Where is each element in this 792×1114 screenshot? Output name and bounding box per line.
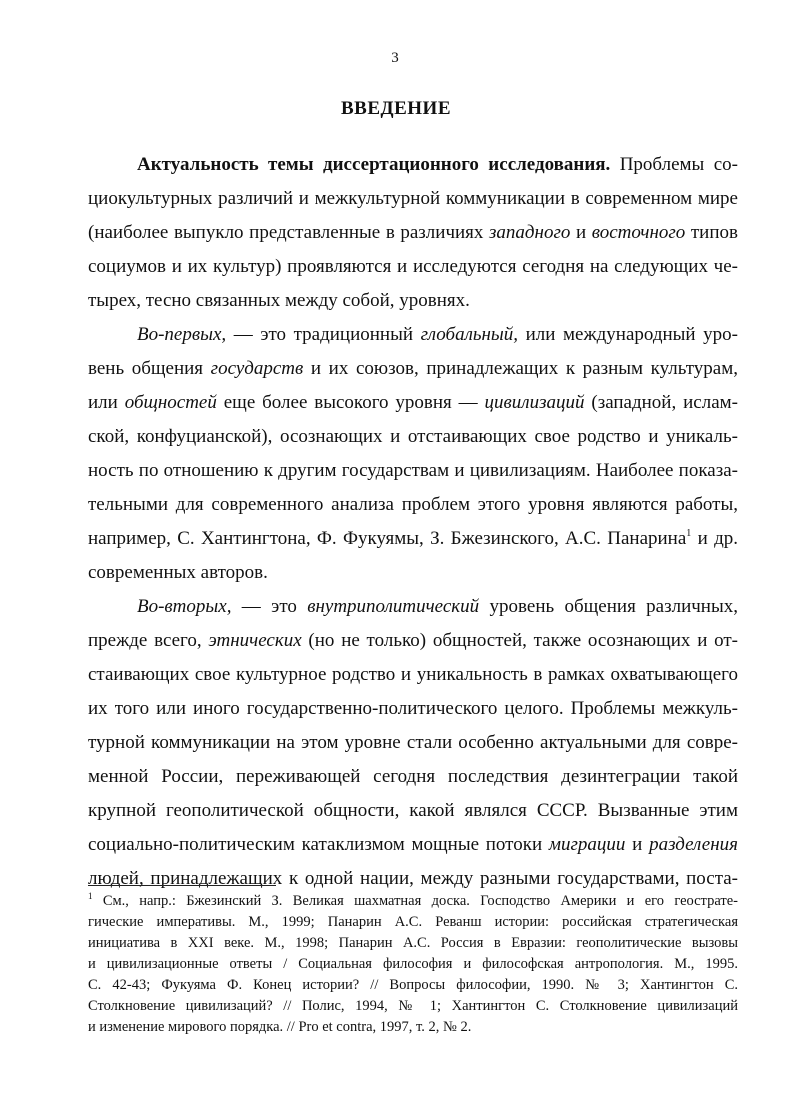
body-line-12: например, С. Хантингтона, Ф. Фукуямы, З. Бжезинского, А.С. Панарина$^1$ и др.: [88, 528, 738, 549]
body-line-10: ность по отношению к другим государствам и цивилизациям. Наиболее показа-: [88, 460, 738, 481]
body-line-16: стаивающих свое культурное родство и уникальность в рамках охватывающего: [88, 664, 738, 685]
footnote-line-2: гические императивы. М., 1999; Панарин А.С. Реванш истории: российская стратегическая: [88, 914, 738, 930]
body-line-9: ской, конфуцианской), осознающих и отстаивающих свое родство и уникаль-: [88, 426, 738, 447]
body-line-19: менной России, переживающей сегодня последствия дезинтеграции такой: [88, 766, 738, 787]
body-line-2: циокультурных различий и межкультурной коммуникации в современном мире: [88, 188, 738, 209]
body-line-8: или общностей еще более высокого уровня — цивилизаций (западной, ислам-: [88, 392, 738, 413]
footnote-line-7: и изменение мирового порядка. // Pro et contra, 1997, т. 2, № 2.: [88, 1019, 472, 1035]
body-line-6: Во-первых, — это традиционный глобальный, или международный уро-: [137, 324, 739, 345]
body-line-4: социумов и их культур) проявляются и исследуются сегодня на следующих че-: [88, 256, 738, 277]
body-line-13: современных авторов.: [88, 562, 268, 583]
footnote-line-4: и цивилизационные ответы / Социальная философия и философская антропология. М., 1995.: [88, 956, 738, 972]
footnote-line-6: Столкновение цивилизаций? // Полис, 1994, № 1; Хантингтон С. Столкновение цивилизаций: [88, 998, 738, 1014]
footnote-ref: 1: [686, 528, 692, 539]
body-line-18: турной коммуникации на этом уровне стали особенно актуальными для совре-: [88, 732, 738, 753]
footnote-separator: [88, 885, 276, 886]
body-line-5: тырех, тесно связанных между собой, уровнях.: [88, 290, 470, 311]
body-line-15: прежде всего, этнических (но не только) общностей, также осознающих и от-: [88, 630, 738, 651]
footnote-line-5: С. 42-43; Фукуяма Ф. Конец истории? // Вопросы философии, 1990. № 3; Хантингтон С.: [88, 977, 738, 993]
body-line-22: людей, принадлежащих к одной нации, между разными государствами, поста-: [88, 868, 738, 889]
body-line-11: тельными для современного анализа проблем этого уровня являются работы,: [88, 494, 738, 515]
body-line-3: (наиболее выпукло представленные в различиях западного и восточного типов: [88, 222, 738, 243]
body-line-7: вень общения государств и их союзов, принадлежащих к разным культурам,: [88, 358, 738, 379]
body-line-20: крупной геополитической общности, какой являлся СССР. Вызванные этим: [88, 800, 738, 821]
body-line-21: социально-политическим катаклизмом мощные потоки миграции и разделения: [88, 834, 738, 855]
footnote-line-3: инициатива в XXI веке. М., 1998; Панарин А.С. Россия в Евразии: геополитические вызовы: [88, 935, 738, 951]
footnote-line-1: $^1$ См., напр.: Бжезинский З. Великая шахматная доска. Господство Америки и его геострате-: [88, 891, 738, 909]
body-line-1: Актуальность темы диссертационного исследования. Проблемы со-: [137, 154, 738, 175]
topic-heading: Актуальность темы диссертационного исследования.: [137, 154, 611, 175]
body-line-17: их того или иного государственно-политического целого. Проблемы межкуль-: [88, 698, 738, 719]
section-title: ВВЕДЕНИЕ: [341, 98, 451, 119]
footnote-marker: 1: [88, 891, 93, 901]
page-number: 3: [391, 50, 399, 66]
body-line-14: Во-вторых, — это внутриполитический уровень общения различных,: [137, 596, 738, 617]
